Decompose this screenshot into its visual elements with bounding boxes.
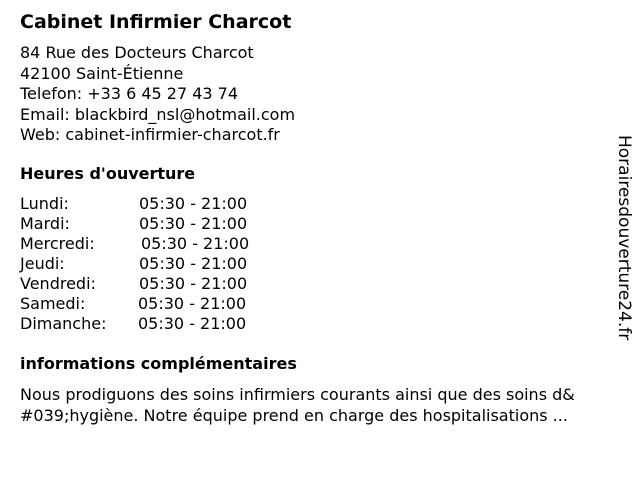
additional-info-text: [20, 384, 625, 426]
site-watermark: Horairesdouverture24.fr: [614, 135, 634, 341]
day-label: Mardi:: [20, 214, 70, 233]
day-label: Jeudi:: [20, 254, 65, 273]
day-label: Lundi:: [20, 194, 69, 213]
hours-row-thursday: [20, 254, 280, 274]
hours-row-friday: [20, 274, 280, 294]
description-line: Nous prodiguons des soins infirmiers courants ainsi que des soins d&: [20, 385, 575, 404]
hours-row-saturday: [20, 294, 280, 314]
time-range: 05:30 - 21:00: [139, 194, 248, 213]
phone-number: Telefon: +33 6 45 27 43 74: [20, 84, 239, 103]
day-label: Mercredi:: [20, 234, 95, 253]
business-name: Cabinet Infirmier Charcot: [20, 11, 292, 33]
day-label: Samedi:: [20, 294, 86, 313]
description-line: #039;hygiène. Notre équipe prend en charge des hospitalisations ...: [20, 406, 568, 425]
hours-row-monday: [20, 194, 280, 214]
hours-row-sunday: [20, 314, 280, 334]
time-range: 05:30 - 21:00: [141, 234, 250, 253]
additional-info-heading: informations complémentaires: [20, 354, 297, 373]
opening-hours-table: [20, 194, 280, 334]
hours-row-tuesday: [20, 214, 280, 234]
day-label: Vendredi:: [20, 274, 96, 293]
address-street: 84 Rue des Docteurs Charcot: [20, 43, 254, 62]
time-range: 05:30 - 21:00: [138, 294, 247, 313]
time-range: 05:30 - 21:00: [138, 314, 247, 333]
hours-row-wednesday: [20, 234, 280, 254]
website-address: Web: cabinet-infirmier-charcot.fr: [20, 125, 280, 144]
time-range: 05:30 - 21:00: [139, 254, 248, 273]
email-address: Email: blackbird_nsl@hotmail.com: [20, 104, 296, 124]
day-label: Dimanche:: [20, 314, 107, 333]
time-range: 05:30 - 21:00: [139, 274, 248, 293]
time-range: 05:30 - 21:00: [139, 214, 248, 233]
address-city: 42100 Saint-Étienne: [20, 63, 184, 83]
contact-block: [20, 43, 295, 146]
opening-hours-heading: Heures d'ouverture: [20, 164, 196, 183]
